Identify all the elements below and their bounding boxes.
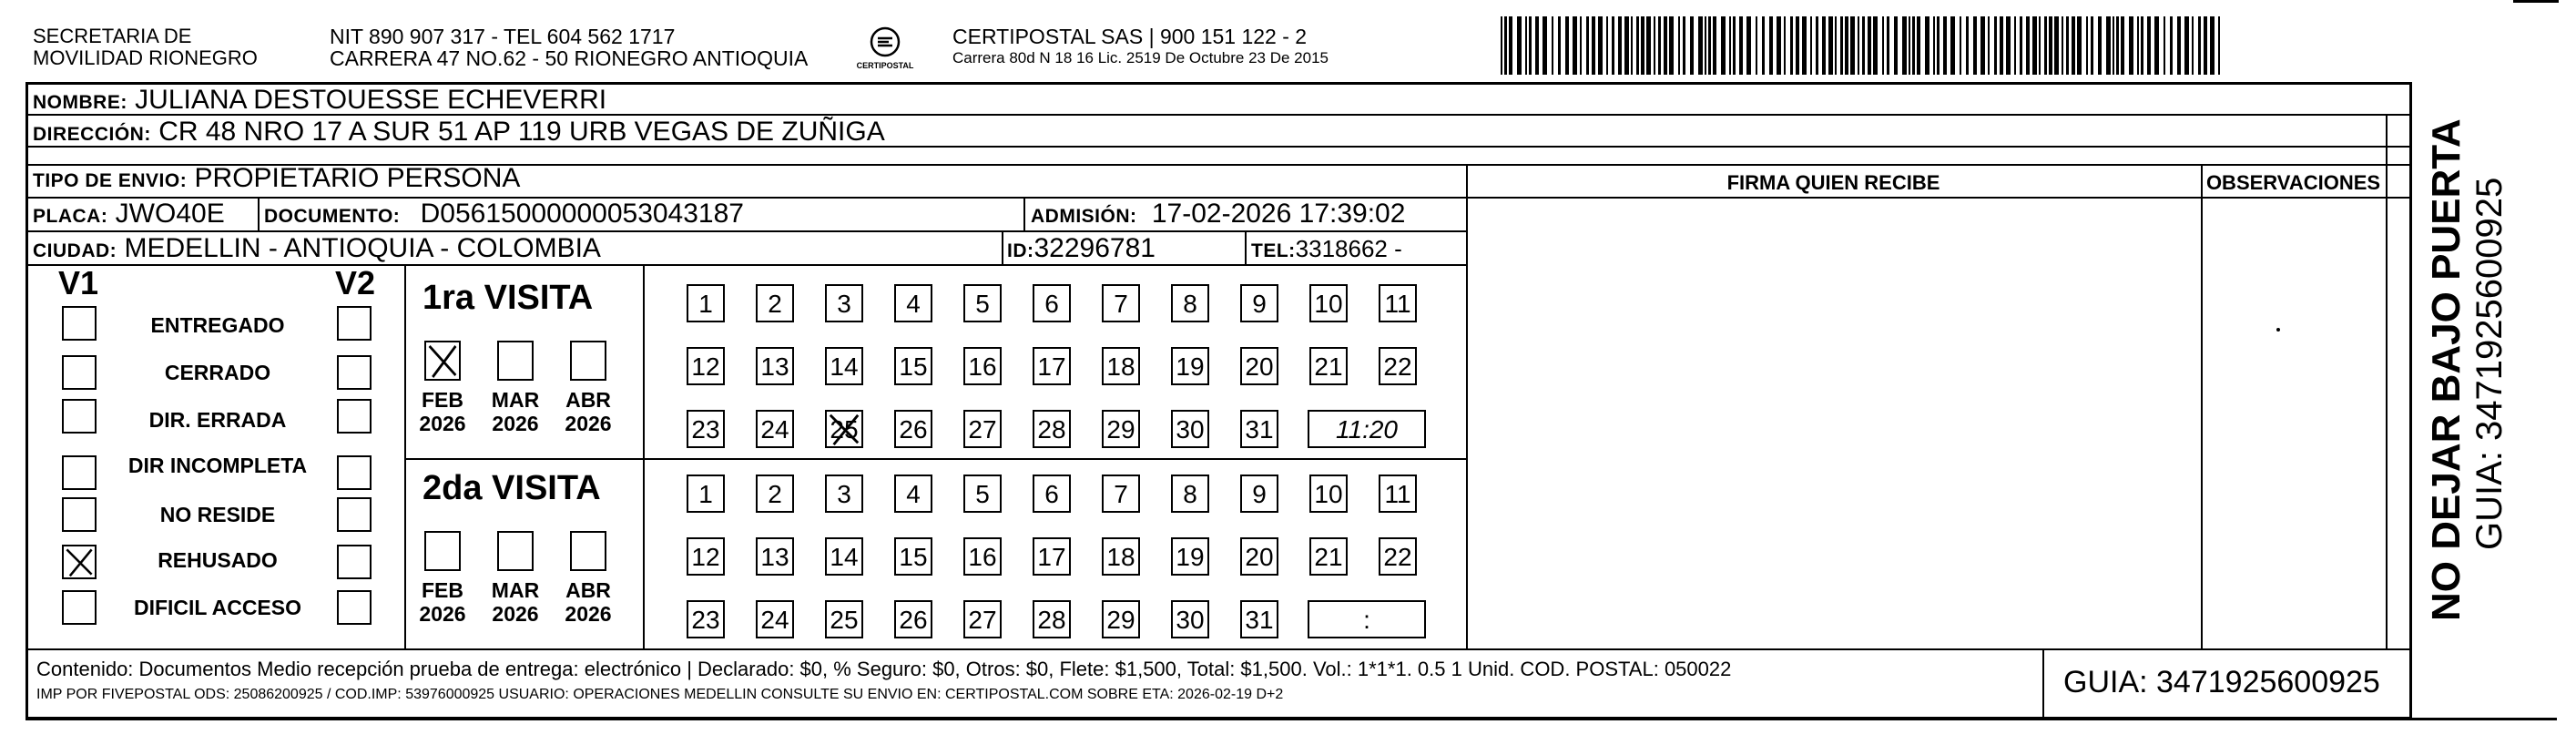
month-label xyxy=(488,388,543,435)
direccion-label: DIRECCIÓN: xyxy=(33,124,151,145)
day-box[interactable]: 13 xyxy=(756,347,794,385)
day-box[interactable]: 4 xyxy=(894,475,932,513)
month-year: 2026 xyxy=(492,602,539,626)
month-label xyxy=(561,578,616,626)
logo-text: CERTIPOSTAL xyxy=(856,61,914,70)
day-box[interactable]: 31 xyxy=(1240,600,1278,638)
documento-label: DOCUMENTO: xyxy=(264,206,401,227)
day-box[interactable]: 26 xyxy=(894,410,932,448)
day-box[interactable]: 6 xyxy=(1033,284,1071,322)
v1-checkbox[interactable] xyxy=(62,306,97,341)
day-box[interactable]: 20 xyxy=(1240,537,1278,576)
direccion-field xyxy=(33,117,885,149)
footer-guia: GUIA: 3471925600925 xyxy=(2063,665,2380,699)
ink-dot xyxy=(2276,328,2280,332)
day-box[interactable]: 7 xyxy=(1102,475,1140,513)
month-label xyxy=(488,578,543,626)
v1-checkbox[interactable] xyxy=(62,399,97,434)
day-box[interactable]: 25 xyxy=(825,600,863,638)
day-box[interactable]: 9 xyxy=(1240,284,1278,322)
side-guia: GUIA: 3471925600925 xyxy=(2469,177,2510,550)
day-box[interactable]: 12 xyxy=(687,347,725,385)
documento-field xyxy=(264,199,744,231)
day-box[interactable]: 2 xyxy=(756,475,794,513)
check-x-mark xyxy=(426,342,459,379)
day-box[interactable]: 11 xyxy=(1379,284,1417,322)
v2-checkbox[interactable] xyxy=(337,455,372,490)
firma-header: FIRMA QUIEN RECIBE xyxy=(1726,171,1940,194)
day-box[interactable]: 11 xyxy=(1379,475,1417,513)
day-box[interactable]: 30 xyxy=(1171,600,1209,638)
check-x-mark xyxy=(64,546,95,577)
day-box[interactable]: 2 xyxy=(756,284,794,322)
v1-checkbox[interactable] xyxy=(62,355,97,390)
day-box[interactable]: 29 xyxy=(1102,410,1140,448)
day-box[interactable]: 10 xyxy=(1309,284,1348,322)
nit-line1: NIT 890 907 317 - TEL 604 562 1717 xyxy=(330,25,676,48)
month-name: MAR xyxy=(491,388,540,412)
month-year: 2026 xyxy=(419,412,466,435)
day-box[interactable]: 1 xyxy=(687,284,725,322)
visit-title: 2da VISITA xyxy=(423,469,601,507)
day-box[interactable]: 3 xyxy=(825,284,863,322)
ciudad-label: CIUDAD: xyxy=(33,240,117,261)
nit-line2: CARRERA 47 NO.62 - 50 RIONEGRO ANTIOQUIA xyxy=(330,46,809,70)
sender-line2: MOVILIDAD RIONEGRO xyxy=(33,46,258,69)
certipostal-logo xyxy=(856,22,914,73)
v2-checkbox[interactable] xyxy=(337,306,372,341)
status-label: DIR. ERRADA xyxy=(148,408,287,432)
day-box[interactable]: 14 xyxy=(825,347,863,385)
status-label: DIR INCOMPLETA xyxy=(127,454,308,477)
day-box[interactable]: 26 xyxy=(894,600,932,638)
status-label: NO RESIDE xyxy=(159,503,276,526)
barcode xyxy=(1501,16,2224,75)
id-field xyxy=(1007,234,1156,266)
day-box[interactable]: 19 xyxy=(1171,347,1209,385)
nombre-value: JULIANA DESTOUESSE ECHEVERRI xyxy=(135,85,607,115)
sender-block xyxy=(33,26,258,69)
day-box[interactable]: 16 xyxy=(963,347,1002,385)
day-box[interactable]: 19 xyxy=(1171,537,1209,576)
v1-checkbox[interactable] xyxy=(62,455,97,490)
v2-checkbox[interactable] xyxy=(337,355,372,390)
day-box[interactable]: 23 xyxy=(687,600,725,638)
day-box[interactable]: 12 xyxy=(687,537,725,576)
tel-label: TEL: xyxy=(1251,240,1296,261)
day-box[interactable]: 15 xyxy=(894,347,932,385)
day-box[interactable]: 24 xyxy=(756,600,794,638)
month-checkbox[interactable] xyxy=(570,341,606,381)
day-box[interactable]: 13 xyxy=(756,537,794,576)
month-year: 2026 xyxy=(419,602,466,626)
day-box[interactable]: 5 xyxy=(963,284,1002,322)
day-box[interactable]: 7 xyxy=(1102,284,1140,322)
month-checkbox[interactable] xyxy=(497,341,534,381)
visit-title: 1ra VISITA xyxy=(423,279,594,317)
day-box[interactable]: 17 xyxy=(1033,347,1071,385)
day-box[interactable]: 20 xyxy=(1240,347,1278,385)
day-box[interactable]: 5 xyxy=(963,475,1002,513)
v1-checkbox[interactable] xyxy=(62,590,97,625)
courier-line1: CERTIPOSTAL SAS | 900 151 122 - 2 xyxy=(952,25,1308,48)
day-box[interactable]: 28 xyxy=(1033,410,1071,448)
status-label: ENTREGADO xyxy=(150,313,285,337)
tipo-value: PROPIETARIO PERSONA xyxy=(194,163,521,193)
day-box[interactable]: 3 xyxy=(825,475,863,513)
admision-label: ADMISIÓN: xyxy=(1031,206,1137,227)
v2-checkbox[interactable] xyxy=(337,590,372,625)
tipo-field xyxy=(33,164,520,196)
month-checkbox[interactable] xyxy=(570,531,606,571)
month-label xyxy=(415,388,470,435)
ciudad-value: MEDELLIN - ANTIOQUIA - COLOMBIA xyxy=(124,233,601,263)
status-label: CERRADO xyxy=(164,361,271,384)
day-box[interactable]: 21 xyxy=(1309,537,1348,576)
nit-block xyxy=(330,26,808,69)
nombre-field xyxy=(33,86,606,117)
day-box[interactable]: 27 xyxy=(963,600,1002,638)
day-box[interactable]: 31 xyxy=(1240,410,1278,448)
month-year: 2026 xyxy=(565,602,612,626)
tel-field xyxy=(1251,234,1402,266)
day-box[interactable]: 22 xyxy=(1379,537,1417,576)
day-box[interactable]: 8 xyxy=(1171,284,1209,322)
footer-print-info: IMP POR FIVEPOSTAL ODS: 25086200925 / COD.IMP: 53976000925 USUARIO: OPERACIONES MEDELLIN CONSULTE SU ENVIO EN: CERTIPOSTAL.COM SOBRE ETA: 2026-02-19 D+2 xyxy=(36,687,1284,702)
day-box[interactable]: 4 xyxy=(894,284,932,322)
month-year: 2026 xyxy=(565,412,612,435)
id-label: ID: xyxy=(1007,240,1034,261)
month-checkbox[interactable] xyxy=(424,531,461,571)
day-box[interactable]: 29 xyxy=(1102,600,1140,638)
firma-area[interactable] xyxy=(1465,200,2199,647)
day-box[interactable]: 22 xyxy=(1379,347,1417,385)
time-box[interactable]: 11:20 xyxy=(1308,410,1426,448)
day-box[interactable]: 8 xyxy=(1171,475,1209,513)
month-checkbox[interactable] xyxy=(424,341,461,381)
day-box[interactable]: 15 xyxy=(894,537,932,576)
ciudad-field xyxy=(33,234,601,266)
placa-value: JWO40E xyxy=(115,199,225,229)
admision-field xyxy=(1031,199,1405,231)
sender-line1: SECRETARIA DE xyxy=(33,25,192,47)
status-label: REHUSADO xyxy=(158,548,278,572)
nombre-label: NOMBRE: xyxy=(33,92,127,113)
month-label xyxy=(561,388,616,435)
placa-label: PLACA: xyxy=(33,206,108,227)
v2-checkbox[interactable] xyxy=(337,399,372,434)
day-box[interactable]: 28 xyxy=(1033,600,1071,638)
v2-header: V2 xyxy=(335,264,376,301)
v1-checkbox[interactable] xyxy=(62,497,97,532)
placa-field xyxy=(33,199,225,231)
day-box[interactable]: 23 xyxy=(687,410,725,448)
month-name: FEB xyxy=(422,388,463,412)
day-box[interactable]: 30 xyxy=(1171,410,1209,448)
v1-checkbox[interactable] xyxy=(62,545,97,579)
check-x-mark xyxy=(827,412,861,446)
day-box[interactable]: 18 xyxy=(1102,537,1140,576)
day-box[interactable]: 18 xyxy=(1102,347,1140,385)
courier-block xyxy=(952,26,1329,69)
v1-header: V1 xyxy=(58,264,99,301)
frame-shadow xyxy=(25,718,2557,720)
tel-value: 3318662 - xyxy=(1295,235,1402,262)
day-box[interactable]: 14 xyxy=(825,537,863,576)
direccion-value: CR 48 NRO 17 A SUR 51 AP 119 URB VEGAS DE ZUÑIGA xyxy=(158,117,885,147)
time-box[interactable]: : xyxy=(1308,600,1426,638)
side-warning: NO DEJAR BAJO PUERTA xyxy=(2424,118,2469,621)
observaciones-area[interactable] xyxy=(2203,200,2384,647)
month-name: ABR xyxy=(565,578,611,602)
id-value: 32296781 xyxy=(1033,233,1156,263)
day-box[interactable]: 10 xyxy=(1309,475,1348,513)
corner-mark xyxy=(2513,0,2559,3)
v2-checkbox[interactable] xyxy=(337,497,372,532)
day-box[interactable]: 21 xyxy=(1309,347,1348,385)
month-name: ABR xyxy=(565,388,611,412)
day-box[interactable]: 24 xyxy=(756,410,794,448)
day-box[interactable]: 27 xyxy=(963,410,1002,448)
month-year: 2026 xyxy=(492,412,539,435)
courier-line2: Carrera 80d N 18 16 Lic. 2519 De Octubre 23 De 2015 xyxy=(952,49,1329,66)
month-label xyxy=(415,578,470,626)
footer-content: Contenido: Documentos Medio recepción prueba de entrega: electrónico | Declarado: $0, % Seguro: $0, Otros: $0, Flete: $1,500, Total: $1,500. Vol.: 1*1*1. 0.5 1 Unid. COD. POSTAL: 050022 xyxy=(36,658,1732,680)
month-name: FEB xyxy=(422,578,463,602)
month-name: MAR xyxy=(491,578,540,602)
documento-value: D056150000000530431​87 xyxy=(420,199,744,229)
v2-checkbox[interactable] xyxy=(337,545,372,579)
day-box[interactable]: 17 xyxy=(1033,537,1071,576)
day-box[interactable]: 1 xyxy=(687,475,725,513)
observaciones-header: OBSERVACIONES xyxy=(2205,171,2381,194)
day-box[interactable]: 25 xyxy=(825,410,863,448)
day-box[interactable]: 16 xyxy=(963,537,1002,576)
month-checkbox[interactable] xyxy=(497,531,534,571)
tipo-label: TIPO DE ENVIO: xyxy=(33,170,188,191)
day-box[interactable]: 9 xyxy=(1240,475,1278,513)
day-box[interactable]: 6 xyxy=(1033,475,1071,513)
status-label: DIFICIL ACCESO xyxy=(133,596,301,619)
admision-value: 17-02-2026 17:39:02 xyxy=(1151,199,1406,229)
